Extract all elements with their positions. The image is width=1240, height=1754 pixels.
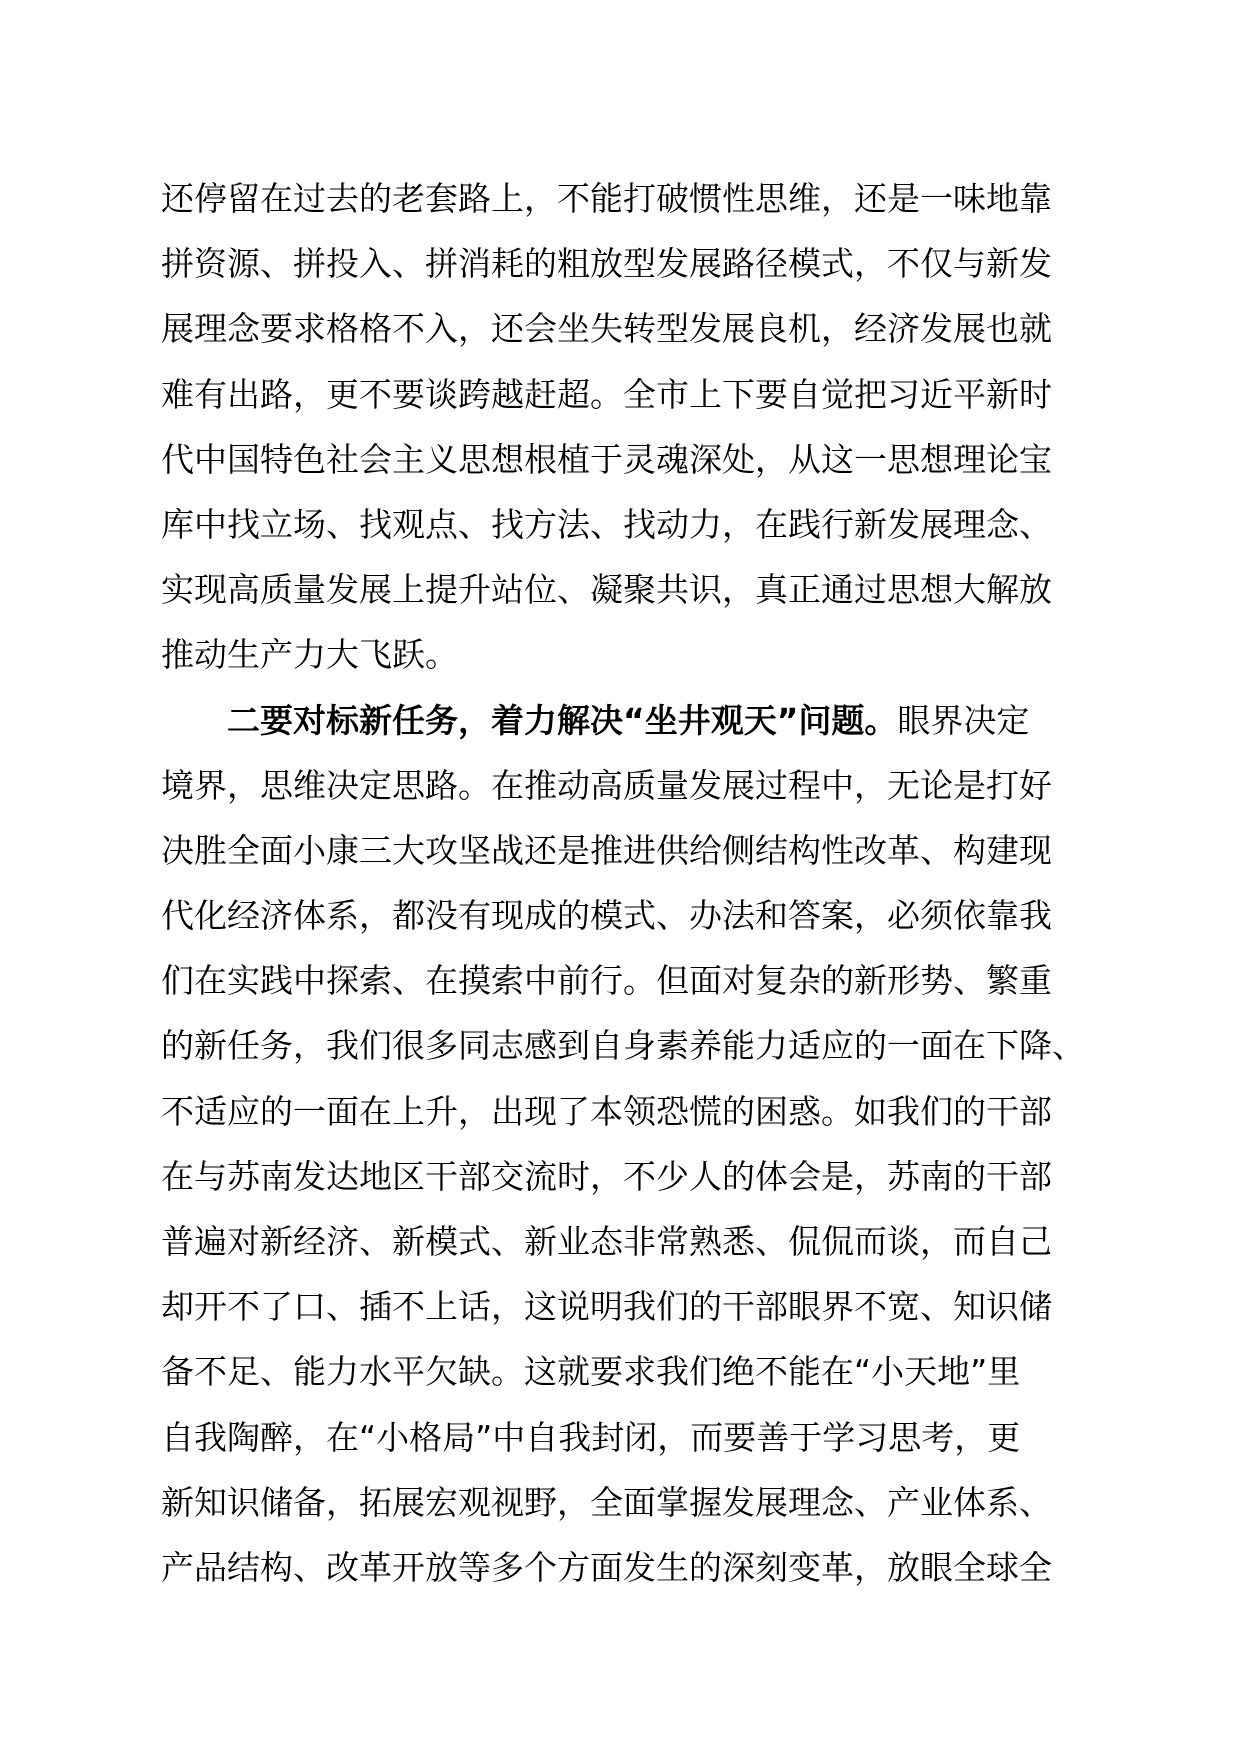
text-line: 的新任务，我们很多同志感到自身素养能力适应的一面在下降、 <box>161 1026 1085 1066</box>
text-line: 还停留在过去的老套路上，不能打破惯性思维，还是一味地靠 <box>161 179 1052 218</box>
text-line-rest: 眼界决定 <box>897 700 1030 740</box>
text-line: 推动生产力大飞跃。 <box>161 635 458 675</box>
text-line: 新知识储备，拓展宏观视野，全面掌握发展理念、产业体系、 <box>161 1482 1052 1522</box>
paragraph-heading: 二要对标新任务，着力解决“坐井观天”问题。 <box>227 700 898 740</box>
paragraph-1 <box>161 166 1081 688</box>
text-line: 却开不了口、插不上话，这说明我们的干部眼界不宽、知识储 <box>161 1287 1052 1327</box>
text-line: 拼资源、拼投入、拼消耗的粗放型发展路径模式，不仅与新发 <box>161 244 1052 284</box>
text-line: 展理念要求格格不入，还会坐失转型发展良机，经济发展也就 <box>161 309 1052 349</box>
paragraph-2 <box>161 688 1085 1601</box>
text-line: 产品结构、改革开放等多个方面发生的深刻变革，放眼全球全 <box>161 1547 1052 1587</box>
text-line: 自我陶醉，在“小格局”中自我封闭，而要善于学习思考，更 <box>161 1417 1021 1457</box>
document-body <box>161 166 1085 1600</box>
text-line: 普遍对新经济、新模式、新业态非常熟悉、侃侃而谈，而自己 <box>161 1222 1052 1261</box>
text-line: 代中国特色社会主义思想根植于灵魂深处，从这一思想理论宝 <box>161 439 1052 479</box>
text-line: 难有出路，更不要谈跨越赶超。全市上下要自觉把习近平新时 <box>161 374 1052 414</box>
text-line: 在与苏南发达地区干部交流时，不少人的体会是，苏南的干部 <box>161 1156 1052 1196</box>
text-line: 们在实践中探索、在摸索中前行。但面对复杂的新形势、繁重 <box>161 961 1052 1001</box>
text-line: 库中找立场、找观点、找方法、找动力，在践行新发展理念、 <box>161 504 1052 544</box>
paragraph-first-line <box>161 688 1081 753</box>
text-line: 境界，思维决定思路。在推动高质量发展过程中，无论是打好 <box>161 765 1052 805</box>
text-line: 决胜全面小康三大攻坚战还是推进供给侧结构性改革、构建现 <box>161 830 1052 870</box>
text-line: 备不足、能力水平欠缺。这就要求我们绝不能在“小天地”里 <box>161 1352 1021 1392</box>
text-line: 代化经济体系，都没有现成的模式、办法和答案，必须依靠我 <box>161 896 1052 936</box>
text-line: 实现高质量发展上提升站位、凝聚共识，真正通过思想大解放 <box>161 570 1052 610</box>
text-line: 不适应的一面在上升，出现了本领恐慌的困惑。如我们的干部 <box>161 1091 1052 1131</box>
